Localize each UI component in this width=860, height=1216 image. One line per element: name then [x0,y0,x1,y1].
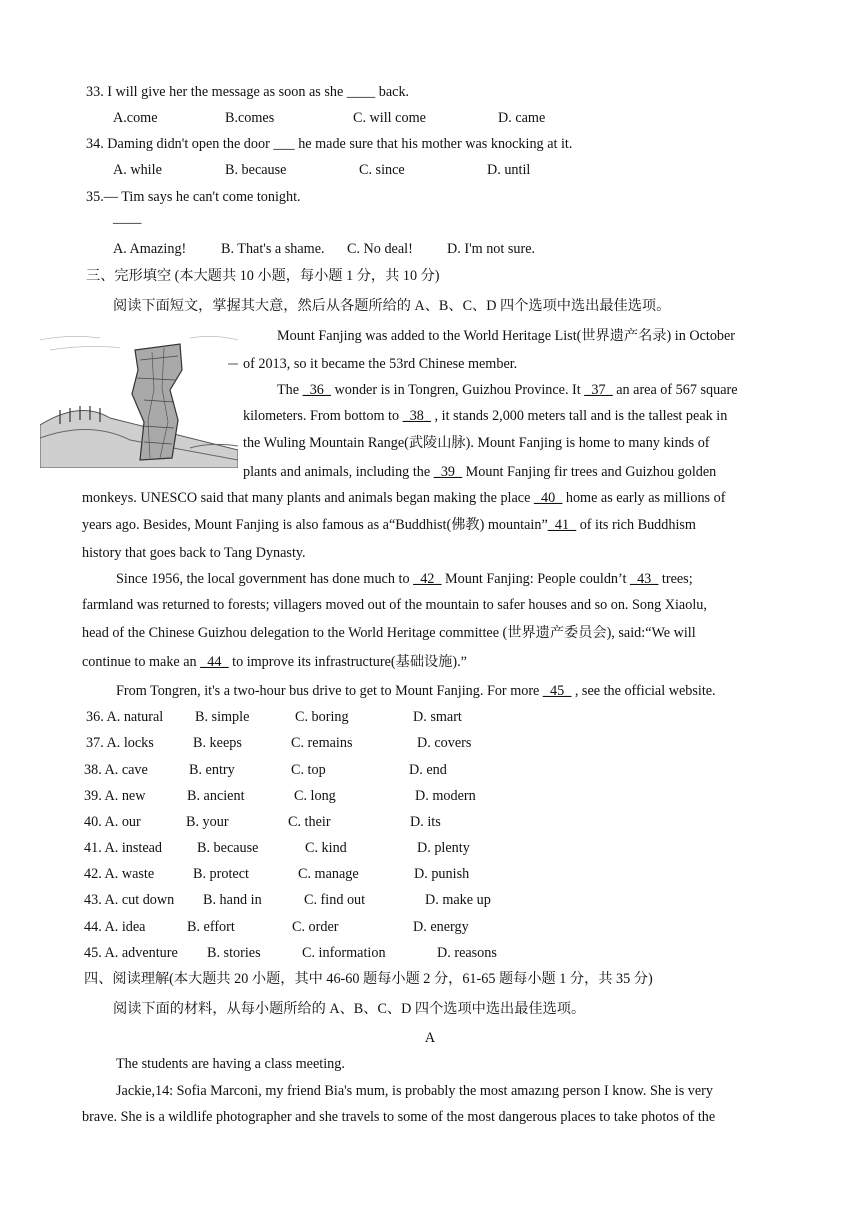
reading-a-line-3: brave. She is a wildlife photographer and she travels to some of the most dangerous places to take photos of the [82,1109,716,1125]
q45-option-d: D. reasons [437,945,497,961]
q33-stem: 33. I will give her the message as soon as she ____ back. [86,84,410,100]
q39-option-d: D. modern [415,788,476,804]
q43-option-b: B. hand in [203,892,262,908]
q44-option-d: D. energy [413,919,469,935]
q39-option-b: B. ancient [187,788,245,804]
passage-line-2: of 2013, so it became the 53rd Chinese member. [243,356,518,372]
q41-option-b: B. because [197,840,259,856]
q35-stem: 35.— Tim says he can't come tonight. [86,189,301,205]
q35-blank: —— [113,215,142,231]
q34-option-b: B. because [225,162,287,178]
q33-option-c: C. will come [353,110,426,126]
q40-option-c: C. their [288,814,331,830]
q37-option-a: 37. A. locks [86,735,154,751]
section3-heading: 三、完形填空 (本大题共 10 小题，每小题 1 分，共 10 分) [86,268,440,284]
section4-heading: 四、阅读理解(本大题共 20 小题，其中 46-60 题每小题 2 分，61-65 题每小题 1 分，共 35 分) [84,971,653,987]
q44-option-b: B. effort [187,919,235,935]
q35-option-d: D. I'm not sure. [447,241,536,257]
q38-option-d: D. end [409,762,447,778]
passage-line-14: From Tongren, it's a two-hour bus drive to get to Mount Fanjing. For more _45_ , see the official website. [116,683,716,699]
q39-option-a: 39. A. new [84,788,146,804]
q44-option-c: C. order [292,919,339,935]
q39-option-c: C. long [294,788,336,804]
q35-option-b: B. That's a shame. [221,241,325,257]
blank-44: _44_ [200,654,229,670]
passage-line-11: farmland was returned to forests; villagers moved out of the mountain to safer houses and so on. Song Xiaolu, [82,597,707,613]
section3-instruction: 阅读下面短文，掌握其大意，然后从各题所给的 A、B、C、D 四个选项中选出最佳选项。 [113,298,671,314]
part-label-a: A [424,1030,436,1046]
passage-line-1: Mount Fanjing was added to the World Heritage List(世界遗产名录) in October [277,328,736,344]
q43-option-c: C. find out [304,892,366,908]
blank-39: _39_ [433,464,463,480]
passage-line-12: head of the Chinese Guizhou delegation to the World Heritage committee (世界遗产委员会), said:“We will [82,625,696,641]
q41-option-d: D. plenty [417,840,470,856]
q40-option-d: D. its [410,814,441,830]
q45-option-a: 45. A. adventure [84,945,178,961]
q36-option-b: B. simple [195,709,250,725]
reading-a-line-1: The students are having a class meeting. [116,1056,345,1072]
q42-option-b: B. protect [193,866,249,882]
blank-40: _40_ [533,490,563,506]
q37-option-b: B. keeps [193,735,242,751]
q41-option-c: C. kind [305,840,347,856]
passage-line-3: The _36_ wonder is in Tongren, Guizhou Province. It _37_ an area of 567 square [277,382,738,398]
q38-option-b: B. entry [189,762,235,778]
section4-instruction: 阅读下面的材料，从每小题所给的 A、B、C、D 四个选项中选出最佳选项。 [113,1001,586,1017]
q36-option-a: 36. A. natural [86,709,164,725]
passage-line-9: history that goes back to Tang Dynasty. [82,545,306,561]
blank-42: _42_ [413,571,442,587]
q34-option-d: D. until [487,162,531,178]
q36-option-c: C. boring [295,709,349,725]
q40-option-a: 40. A. our [84,814,141,830]
q41-option-a: 41. A. instead [84,840,163,856]
q37-option-c: C. remains [291,735,353,751]
q38-option-a: 38. A. cave [84,762,148,778]
passage-line-13: continue to make an _44_ to improve its infrastructure(基础设施).” [82,654,467,670]
q45-option-b: B. stories [207,945,261,961]
q35-option-c: C. No deal! [347,241,413,257]
q44-option-a: 44. A. idea [84,919,146,935]
q42-option-c: C. manage [298,866,359,882]
q34-option-c: C. since [359,162,405,178]
q37-option-d: D. covers [417,735,472,751]
q36-option-d: D. smart [413,709,462,725]
blank-41: _41_ [547,517,577,533]
q43-option-a: 43. A. cut down [84,892,175,908]
q33-option-b: B.comes [225,110,275,126]
passage-line-5: the Wuling Mountain Range(武陵山脉). Mount Fanjing is home to many kinds of [243,435,710,451]
mount-fanjing-illustration [40,330,238,468]
blank-38: _38_ [402,408,431,424]
passage-line-8: years ago. Besides, Mount Fanjing is also famous as a“Buddhist(佛教) mountain”_41_ of its rich Buddhism [82,517,696,533]
blank-45: _45_ [542,683,572,699]
q35-option-a: A. Amazing! [113,241,187,257]
blank-37: _37_ [584,382,613,398]
q43-option-d: D. make up [425,892,491,908]
q38-option-c: C. top [291,762,326,778]
q42-option-a: 42. A. waste [84,866,155,882]
q33-option-a: A.come [113,110,158,126]
q34-stem: 34. Daming didn't open the door ___ he made sure that his mother was knocking at it. [86,136,573,152]
q34-option-a: A. while [113,162,162,178]
q33-option-d: D. came [498,110,546,126]
q42-option-d: D. punish [414,866,470,882]
passage-line-7: monkeys. UNESCO said that many plants and animals began making the place _40_ home as early as millions of [82,490,726,506]
q40-option-b: B. your [186,814,229,830]
q45-option-c: C. information [302,945,386,961]
blank-43: _43_ [629,571,659,587]
blank-36: _36_ [302,382,331,398]
passage-line-6: plants and animals, including the _39_ Mount Fanjing fir trees and Guizhou golden [243,464,717,480]
passage-line-10: Since 1956, the local government has done much to _42_ Mount Fanjing: People couldn’t _43_ trees; [116,571,693,587]
reading-a-line-2: Jackie,14: Sofia Marconi, my friend Bia's mum, is probably the most amazıng person I know. She is very [116,1083,714,1099]
passage-line-4: kilometers. From bottom to _38_ , it stands 2,000 meters tall and is the tallest peak in [243,408,728,424]
